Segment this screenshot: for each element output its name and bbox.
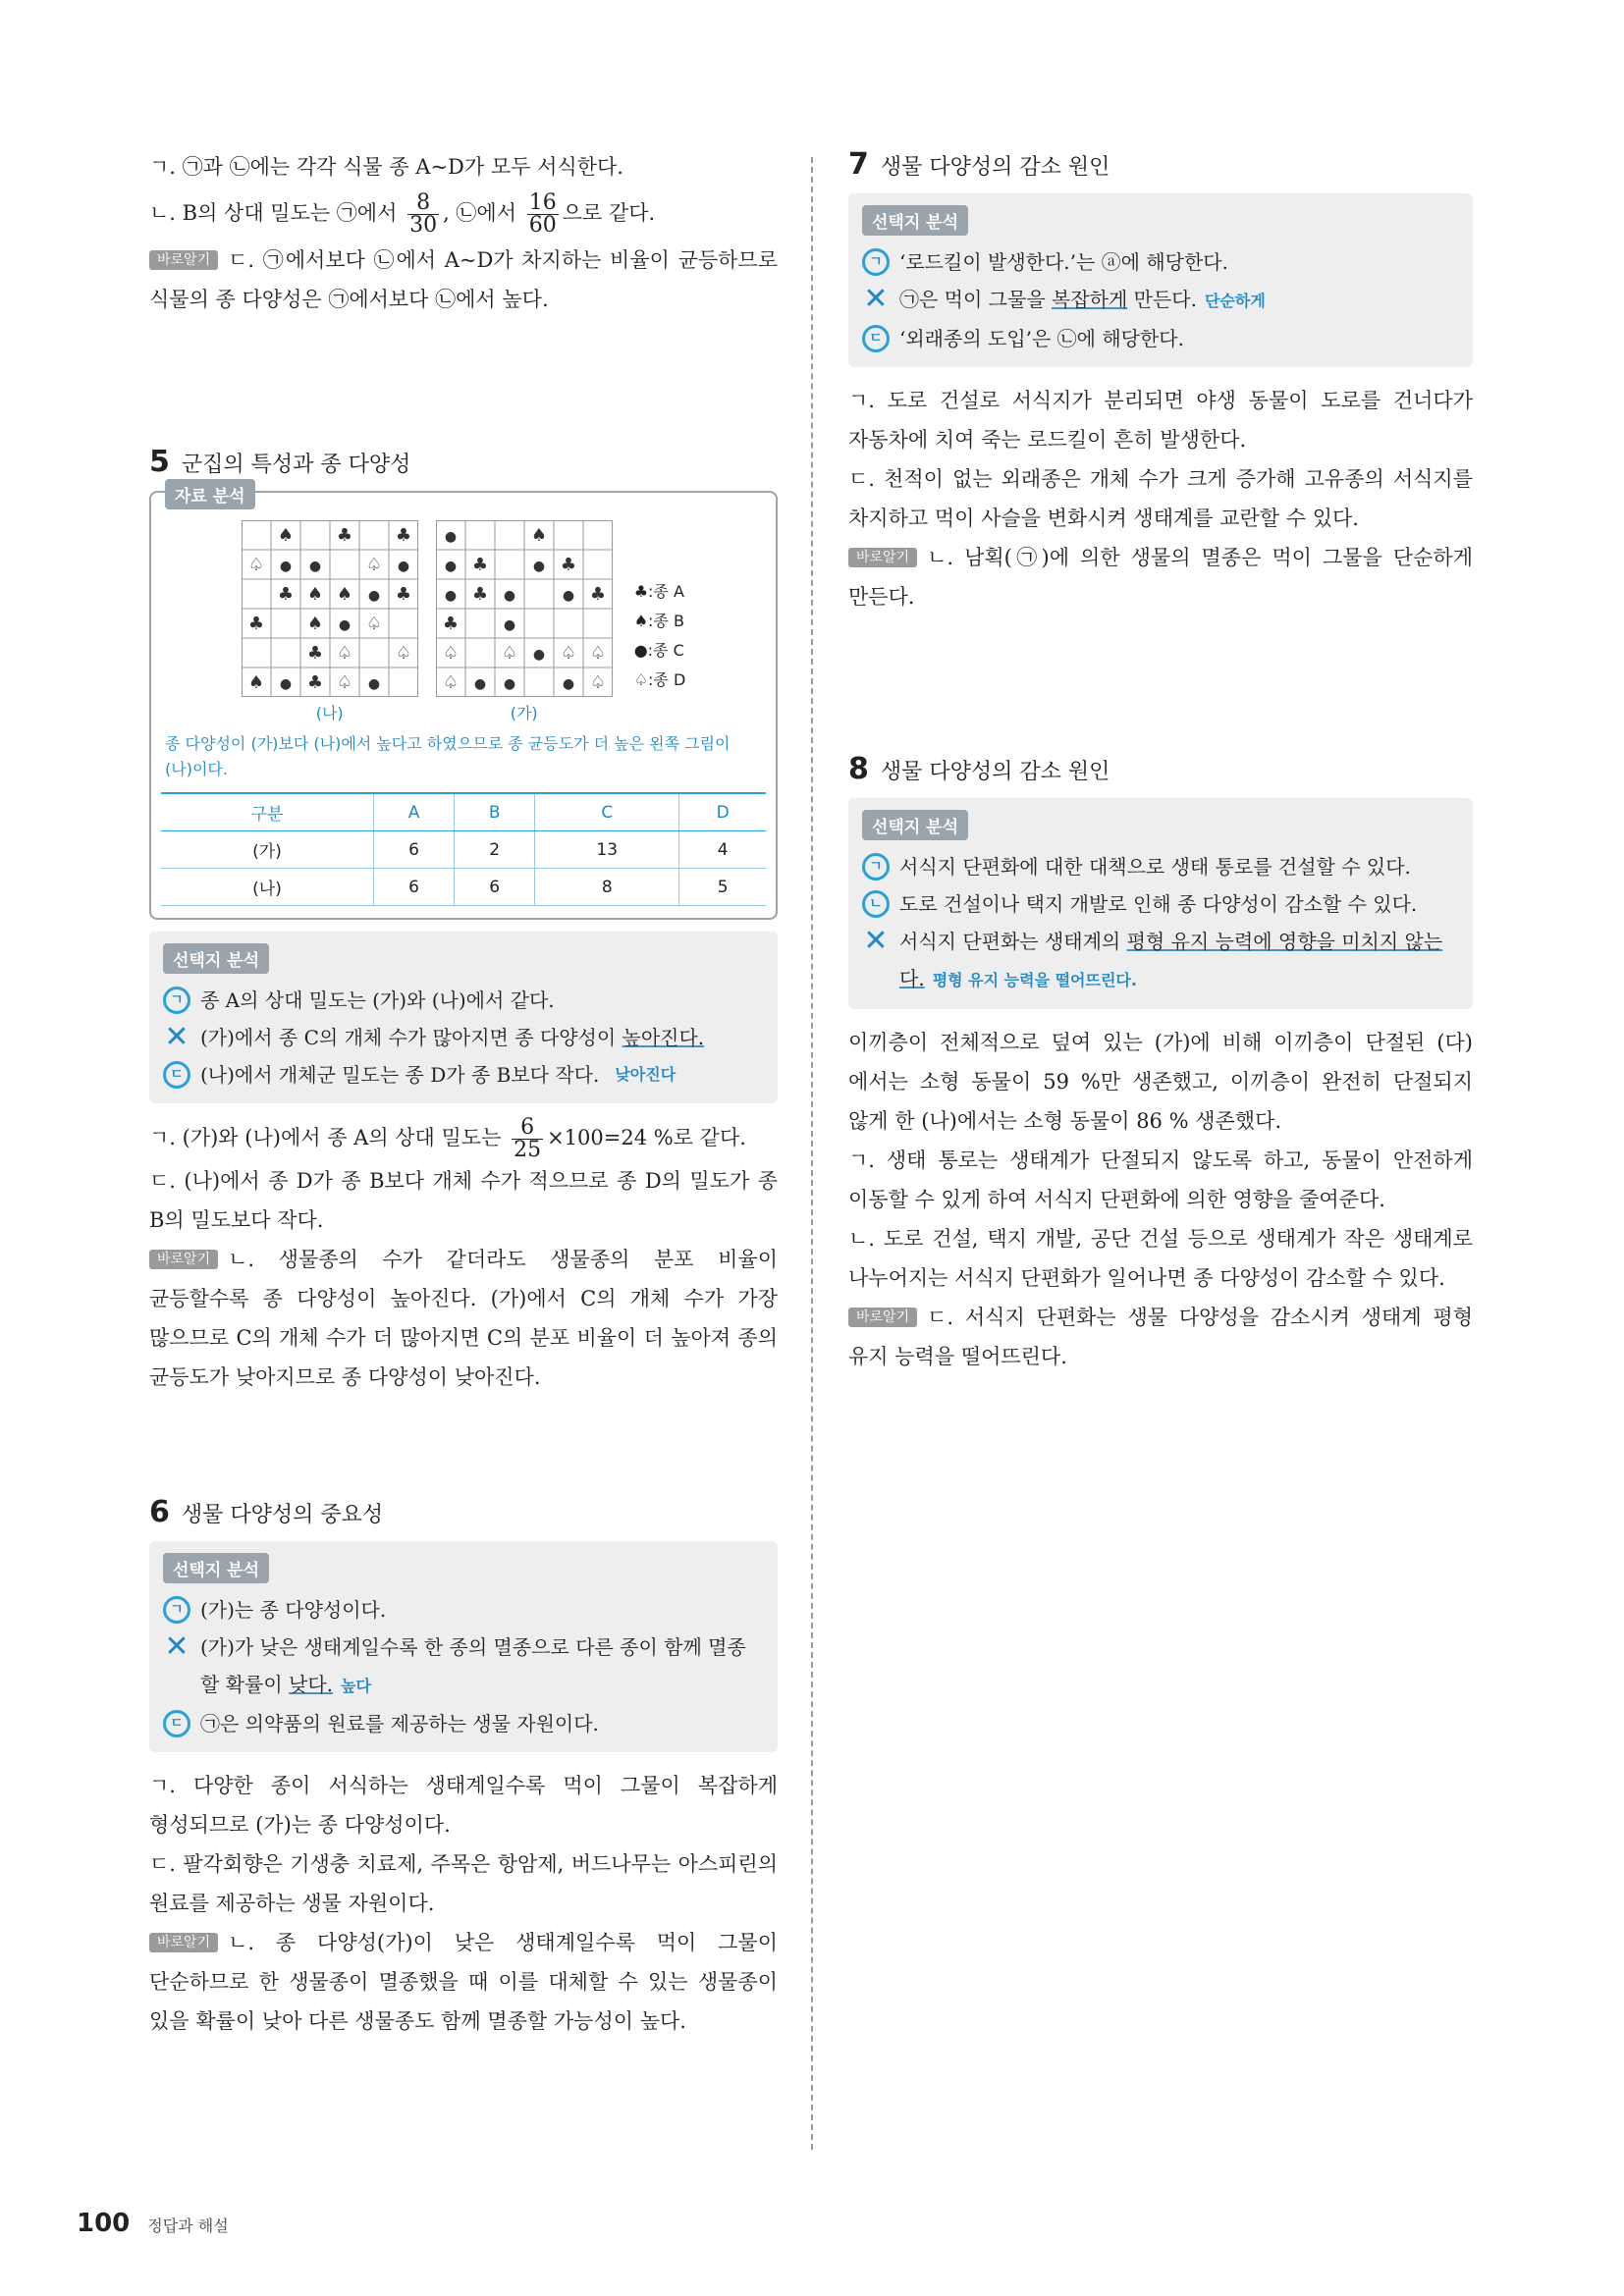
section-title xyxy=(848,752,1473,786)
choice-text: (가)는 종 다양성이다. xyxy=(200,1598,387,1622)
underlined-text: 낮다. xyxy=(289,1673,333,1696)
text: , ㉡에서 xyxy=(443,201,517,225)
text: 으로 같다. xyxy=(562,201,656,225)
choice-text: ㉠은 의약품의 원료를 제공하는 생물 자원이다. xyxy=(200,1712,599,1735)
text: ㄴ. 종 다양성(가)이 낮은 생태계일수록 먹이 그물이 단순하므로 한 생물종이 멸종했을 때 이를 대체할 수 있는 생물종이 있을 확률이 낮아 다른 생물종도 함께 멸종할 가능성이 높다. xyxy=(149,1931,778,2033)
tree-icon: ● xyxy=(308,559,321,574)
choice-text xyxy=(899,923,1459,999)
tree-icon: ● xyxy=(444,559,457,574)
leaf-icon: ♤ xyxy=(365,614,382,634)
circle-check-icon: ㄷ xyxy=(862,325,890,352)
grid-na xyxy=(242,520,418,723)
table-cell: (나) xyxy=(161,869,374,906)
table-cell: 6 xyxy=(374,831,455,869)
leaf-icon: ♤ xyxy=(247,555,264,575)
section-6 xyxy=(149,1495,778,2041)
left-column xyxy=(149,147,778,2041)
fraction xyxy=(527,192,559,237)
section-heading: 생물 다양성의 감소 원인 xyxy=(880,760,1110,784)
underlined-text: 복잡하게 xyxy=(1052,288,1128,311)
text: ㄴ. B의 상대 밀도는 ㉠에서 xyxy=(149,201,398,225)
x-mark-icon: ✕ xyxy=(164,1020,189,1054)
answer-para: ㄴ. 도로 건설, 택지 개발, 공단 건설 등으로 생태계가 작은 생태계로 나누어지는 서식지 단편화가 일어나면 종 다양성이 감소할 수 있다. xyxy=(848,1227,1473,1290)
page-footer xyxy=(77,2209,229,2238)
choice-item xyxy=(862,320,1459,357)
choice-tag: 선택지 분석 xyxy=(862,810,968,840)
table-cell: 8 xyxy=(535,869,679,906)
species-grid-na xyxy=(242,520,418,697)
choice-analysis xyxy=(149,932,778,1103)
data-note: 종 다양성이 (가)보다 (나)에서 높다고 하였으므로 종 균등도가 더 높은 왼쪽 그림이 (나)이다. xyxy=(165,734,731,778)
leaf-icon: ♤ xyxy=(560,643,576,664)
page-number: 100 xyxy=(77,2209,131,2238)
answer-para: ㄷ. 팔각회향은 기생충 치료제, 주목은 항암제, 버드나무는 아스피린의 원료를 제공하는 생물 자원이다. xyxy=(149,1852,778,1915)
section-number: 5 xyxy=(149,445,170,479)
table-cell: 2 xyxy=(455,831,535,869)
choice-item xyxy=(163,1705,764,1742)
correction-text: 단순하게 xyxy=(1204,292,1266,310)
col-header: A xyxy=(374,793,455,831)
wrong-tag: 바로알기 xyxy=(848,1308,917,1327)
numerator: 16 xyxy=(528,190,557,215)
leaf-icon: ♤ xyxy=(395,643,411,664)
choice-item xyxy=(862,281,1459,320)
tree-icon: ● xyxy=(633,641,648,660)
tree-icon: ● xyxy=(367,588,380,604)
club-icon: ♣ xyxy=(395,525,411,546)
fraction xyxy=(407,192,439,237)
section-5 xyxy=(149,445,778,1397)
choice-item xyxy=(862,923,1459,999)
x-mark-icon: ✕ xyxy=(863,924,889,958)
club-icon: ♣ xyxy=(247,614,264,634)
choice-item xyxy=(163,1056,764,1094)
choice-item xyxy=(862,848,1459,885)
answer-line-fraction xyxy=(149,1117,778,1161)
footer-label: 정답과 해설 xyxy=(147,2216,229,2235)
text: ㄷ. ㉠에서보다 ㉡에서 A~D가 차지하는 비율이 균등하므로 식물의 종 다양성은 ㉠에서보다 ㉡에서 높다. xyxy=(149,248,778,311)
answer-line-fraction xyxy=(149,192,778,237)
tree-icon: ● xyxy=(562,588,574,604)
col-header: D xyxy=(679,793,766,831)
club-icon: ♣ xyxy=(560,555,576,575)
text: (가)가 낮은 생태계일수록 한 종의 멸종으로 다른 종이 함께 멸종할 확률이 xyxy=(200,1635,746,1696)
answer-para: 이끼층이 전체적으로 덮여 있는 (가)에 비해 이끼층이 단절된 (다)에서는 소형 동물이 59 %만 생존했고, 이끼층이 완전히 단절되지 않게 한 (나)에서는 소형 동물이 86 % 생존했다. xyxy=(848,1031,1473,1133)
circle-check-icon: ㄱ xyxy=(163,1596,190,1624)
tree-icon: ● xyxy=(397,559,409,574)
section-8 xyxy=(848,752,1473,1376)
spade-icon: ♠ xyxy=(306,614,323,634)
choice-analysis xyxy=(848,193,1473,367)
choice-text: 도로 건설이나 택지 개발로 인해 종 다양성이 감소할 수 있다. xyxy=(899,892,1418,916)
legend-item xyxy=(634,666,686,695)
denominator: 25 xyxy=(514,1138,542,1162)
spade-icon: ♠ xyxy=(277,525,294,546)
answer-line: ㄱ. ㉠과 ㉡에는 각각 식물 종 A~D가 모두 서식한다. xyxy=(149,155,623,179)
circle-check-icon: ㄱ xyxy=(862,248,890,276)
numerator: 8 xyxy=(407,192,439,215)
col-header: C xyxy=(535,793,679,831)
club-icon: ♣ xyxy=(395,584,411,605)
club-icon: ♣ xyxy=(589,584,606,605)
section-7 xyxy=(848,147,1473,616)
leaf-icon: ♤ xyxy=(589,643,606,664)
tree-icon: ● xyxy=(444,588,457,604)
correction-text: 평형 유지 능력을 떨어뜨린다. xyxy=(932,971,1137,989)
wrong-tag: 바로알기 xyxy=(848,548,917,567)
denominator: 60 xyxy=(528,213,557,238)
species-legend xyxy=(630,577,686,695)
wrong-answer-para xyxy=(848,538,1473,616)
underlined-text: 높아진다. xyxy=(622,1026,705,1049)
tree-icon: ● xyxy=(444,529,457,545)
wrong-answer-para xyxy=(848,1298,1473,1376)
club-icon: ♣ xyxy=(306,643,323,664)
text: 서식지 단편화는 생태계의 xyxy=(899,930,1127,953)
grid-caption: (나) xyxy=(315,704,344,722)
table-cell: (가) xyxy=(161,831,374,869)
club-icon: ♣ xyxy=(306,672,323,693)
data-analysis-box xyxy=(149,487,778,920)
choice-text: ‘외래종의 도입’은 ㉡에 해당한다. xyxy=(899,327,1184,350)
table-cell: 5 xyxy=(679,869,766,906)
wrong-tag: 바로알기 xyxy=(149,1933,218,1952)
tree-icon: ● xyxy=(338,617,351,633)
choice-item xyxy=(862,243,1459,281)
choice-item xyxy=(862,885,1459,923)
legend-item xyxy=(634,636,686,666)
choice-tag: 선택지 분석 xyxy=(862,205,968,236)
answer-para: ㄱ. 도로 건설로 서식지가 분리되면 야생 동물이 도로를 건너다가 자동차에 치여 죽는 로드킬이 흔히 발생한다. xyxy=(848,389,1473,452)
wrong-tag: 바로알기 xyxy=(149,250,218,270)
answer-para: ㄷ. 천적이 없는 외래종은 개체 수가 크게 증가해 고유종의 서식지를 차지하고 먹이 사슬을 변화시켜 생태계를 교란할 수 있다. xyxy=(848,467,1473,530)
table-cell: 6 xyxy=(374,869,455,906)
wrong-answer-para xyxy=(149,1240,778,1397)
circle-check-icon: ㄷ xyxy=(163,1061,190,1089)
leaf-icon: ♤ xyxy=(336,672,352,693)
choice-text: ‘로드킬이 발생한다.’는 ⓐ에 해당한다. xyxy=(899,250,1228,274)
x-mark-icon: ✕ xyxy=(164,1629,189,1664)
tree-icon: ● xyxy=(367,676,380,692)
spade-icon: ♠ xyxy=(530,525,547,546)
choice-analysis xyxy=(149,1541,778,1752)
leaf-icon: ♤ xyxy=(442,672,459,693)
leaf-icon: ♤ xyxy=(501,643,517,664)
table-cell: 13 xyxy=(535,831,679,869)
spade-icon: ♠ xyxy=(306,584,323,605)
choice-text xyxy=(899,281,1266,320)
tree-icon: ● xyxy=(279,676,292,692)
choice-analysis xyxy=(848,798,1473,1009)
circle-check-icon: ㄷ xyxy=(163,1710,190,1737)
circle-check-icon: ㄴ xyxy=(862,890,890,918)
choice-item xyxy=(163,1591,764,1629)
leaf-icon: ♤ xyxy=(365,555,382,575)
correction-text: 낮아진다 xyxy=(615,1065,677,1084)
data-tag: 자료 분석 xyxy=(165,479,255,509)
col-header: B xyxy=(455,793,535,831)
spade-icon: ♠ xyxy=(336,584,352,605)
tree-icon: ● xyxy=(279,559,292,574)
spade-icon: ♠ xyxy=(633,612,649,630)
tree-icon: ● xyxy=(503,617,515,633)
grid-caption: (가) xyxy=(510,704,538,722)
leaf-icon: ♤ xyxy=(336,643,352,664)
x-mark-icon: ✕ xyxy=(863,282,889,316)
right-column xyxy=(848,147,1473,1376)
tree-icon: ● xyxy=(473,676,486,692)
section-number: 6 xyxy=(149,1495,170,1529)
leaf-icon: ♤ xyxy=(633,670,649,689)
tree-icon: ● xyxy=(562,676,574,692)
club-icon: ♣ xyxy=(633,582,649,601)
section-title xyxy=(848,147,1473,182)
legend-item xyxy=(634,577,686,607)
grid-ga xyxy=(436,520,613,723)
text: ×100=24 %로 같다. xyxy=(547,1126,746,1149)
text: ㄱ. (가)와 (나)에서 종 A의 상대 밀도는 xyxy=(149,1126,502,1149)
text: ㄷ. 서식지 단편화는 생물 다양성을 감소시켜 생태계 평형 유지 능력을 떨어뜨린다. xyxy=(848,1306,1473,1368)
circle-check-icon: ㄱ xyxy=(163,987,190,1014)
club-icon: ♣ xyxy=(471,584,488,605)
text: ㄴ. 남획(㉠)에 의한 생물의 멸종은 먹이 그물을 단순하게 만든다. xyxy=(848,546,1473,609)
choice-text xyxy=(200,1019,704,1056)
section-title xyxy=(149,445,778,479)
table-cell: 6 xyxy=(455,869,535,906)
numerator: 6 xyxy=(512,1117,543,1140)
club-icon: ♣ xyxy=(442,614,459,634)
legend-item xyxy=(634,607,686,636)
section-number: 7 xyxy=(848,147,869,182)
species-grid-ga xyxy=(436,520,613,697)
text: ㄴ. 생물종의 수가 같더라도 생물종의 분포 비율이 균등할수록 종 다양성이 높아진다. (가)에서 C의 개체 수가 가장 많으므로 C의 개체 수가 더 많아지면 C의 분포 비율이 더 높아져 종의 균등도가 낮아지므로 종 다양성이 낮아진다. xyxy=(149,1248,778,1389)
legend-label: :종 D xyxy=(648,670,686,689)
text: ㉠은 먹이 그물을 xyxy=(899,288,1052,311)
species-grids xyxy=(161,520,766,723)
section-number: 8 xyxy=(848,752,869,786)
col-header: 구분 xyxy=(161,793,374,831)
choice-text: (나)에서 개체군 밀도는 종 D가 종 B보다 작다. xyxy=(200,1063,600,1087)
table-header xyxy=(161,793,766,831)
tree-icon: ● xyxy=(532,559,545,574)
tree-icon: ● xyxy=(503,676,515,692)
choice-tag: 선택지 분석 xyxy=(163,1553,269,1583)
choice-tag: 선택지 분석 xyxy=(163,943,269,974)
club-icon: ♣ xyxy=(277,584,294,605)
leaf-icon: ♤ xyxy=(589,672,606,693)
correction-text: 높다 xyxy=(341,1677,371,1695)
denominator: 30 xyxy=(409,213,438,238)
legend-label: :종 C xyxy=(647,641,684,660)
wrong-tag: 바로알기 xyxy=(149,1250,218,1269)
section-heading: 군집의 특성과 종 다양성 xyxy=(181,453,411,477)
species-table xyxy=(161,792,766,906)
table-cell: 4 xyxy=(679,831,766,869)
leaf-icon: ♤ xyxy=(442,643,459,664)
choice-text: 서식지 단편화에 대한 대책으로 생태 통로를 건설할 수 있다. xyxy=(899,855,1411,879)
choice-item xyxy=(163,982,764,1019)
text: (가)에서 종 C의 개체 수가 많아지면 종 다양성이 xyxy=(200,1026,623,1049)
section-heading: 생물 다양성의 중요성 xyxy=(181,1503,384,1527)
table-row xyxy=(161,869,766,906)
club-icon: ♣ xyxy=(471,555,488,575)
section-title xyxy=(149,1495,778,1529)
circle-check-icon: ㄱ xyxy=(862,853,890,881)
underlined-text: 평형 유지 능력에 영향을 미치지 않는다. xyxy=(899,930,1443,990)
choice-text xyxy=(200,1629,764,1705)
wrong-answer-para xyxy=(149,1923,778,2041)
club-icon: ♣ xyxy=(336,525,352,546)
fraction xyxy=(512,1117,543,1161)
legend-label: :종 B xyxy=(648,612,684,630)
choice-text: 종 A의 상대 밀도는 (가)와 (나)에서 같다. xyxy=(200,988,555,1012)
answer-para: ㄷ. (나)에서 종 D가 종 B보다 개체 수가 적으므로 종 D의 밀도가 종 B의 밀도보다 작다. xyxy=(149,1169,778,1232)
tree-icon: ● xyxy=(503,588,515,604)
column-divider xyxy=(811,157,813,2150)
wrong-answer-para xyxy=(149,240,778,319)
legend-label: :종 A xyxy=(648,582,684,601)
choice-item xyxy=(163,1019,764,1056)
spade-icon: ♠ xyxy=(247,672,264,693)
table-row xyxy=(161,831,766,869)
answer-para: ㄱ. 생태 통로는 생태계가 단절되지 않도록 하고, 동물이 안전하게 이동할 수 있게 하여 서식지 단편화에 의한 영향을 줄여준다. xyxy=(848,1148,1473,1211)
answer-para: ㄱ. 다양한 종이 서식하는 생태계일수록 먹이 그물이 복잡하게 형성되므로 (가)는 종 다양성이다. xyxy=(149,1774,778,1837)
section-heading: 생물 다양성의 감소 원인 xyxy=(880,155,1110,180)
choice-item xyxy=(163,1629,764,1705)
tree-icon: ● xyxy=(532,647,545,663)
text: 만든다. xyxy=(1127,288,1197,311)
